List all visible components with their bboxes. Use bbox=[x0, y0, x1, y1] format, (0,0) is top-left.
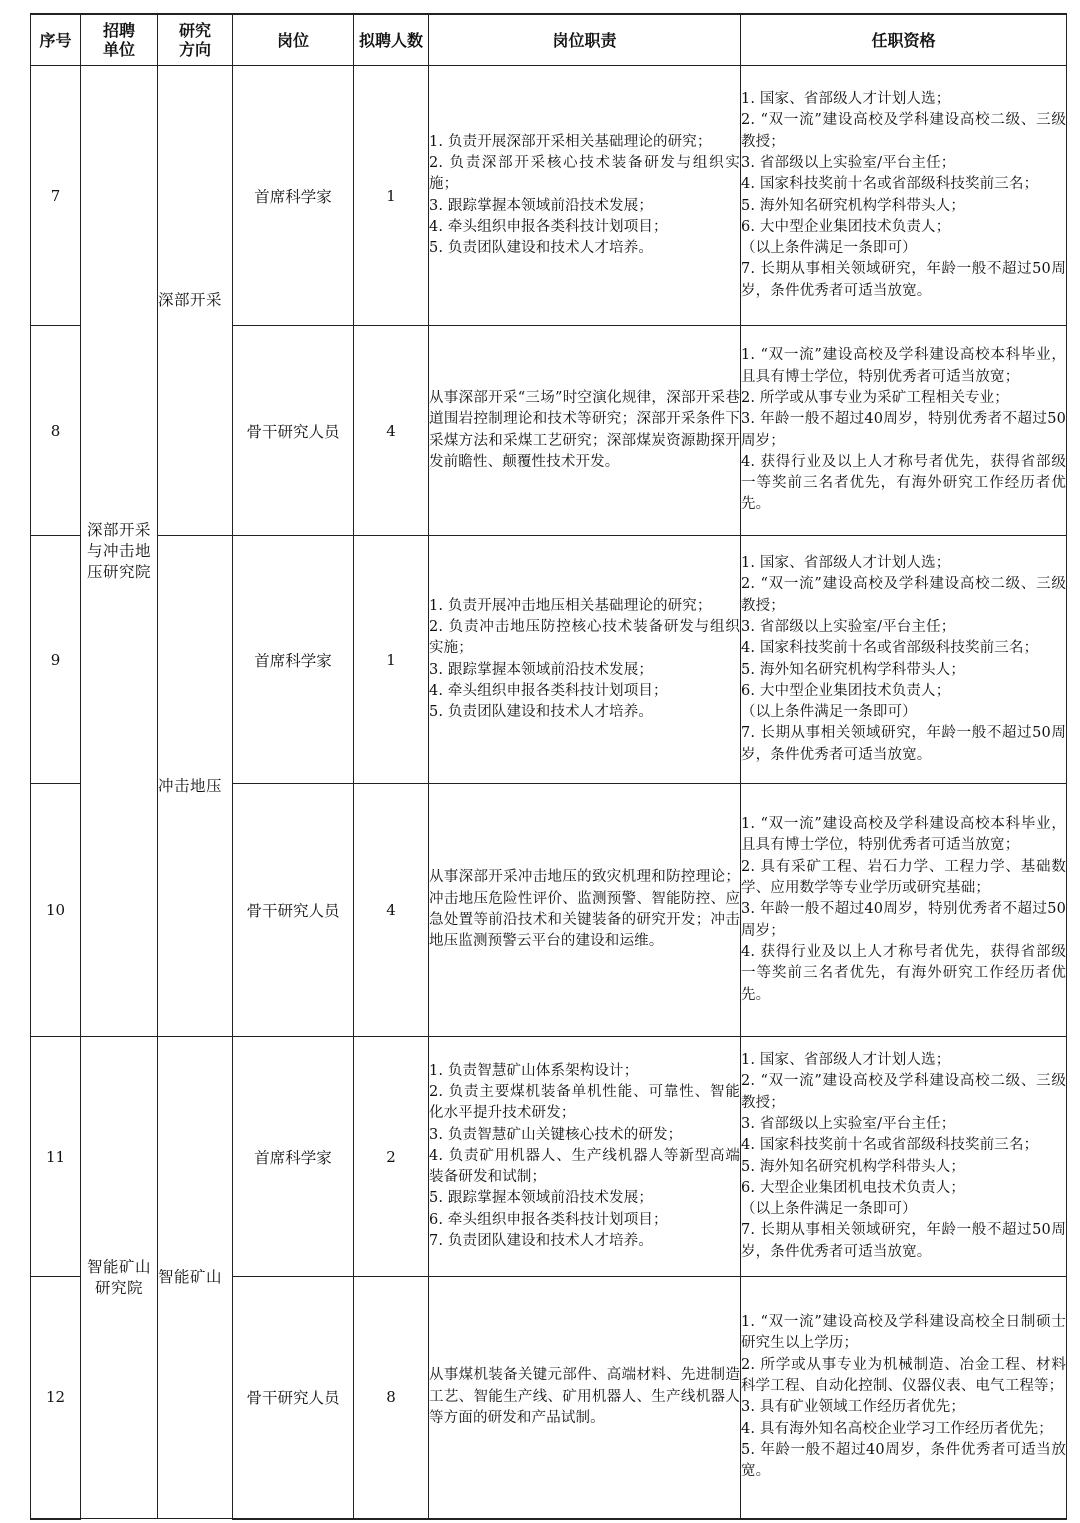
header-duties: 岗位职责 bbox=[429, 14, 741, 66]
post-duties: 1. 负责开展冲击地压相关基础理论的研究； 2. 负责冲击地压防控核心技术装备研发与组织实施； 3. 跟踪掌握本领域前沿技术发展； 4. 牵头组织申报各类科技计划项目； 5. 负责团队建设和技术人才培养。 bbox=[429, 536, 741, 784]
post-qualifications: 1. 国家、省部级人才计划人选； 2. “双一流”建设高校及学科建设高校二级、三级教授； 3. 省部级以上实验室/平台主任； 4. 国家科技奖前十名或省部级科技奖前三名； 5. 海外知名研究机构学科带头人； 6. 大中型企业集团技术负责人； （以上条件满足一条即可） 7. 长期从事相关领域研究，年龄一般不超过50周岁，条件优秀者可适当放宽。 bbox=[741, 536, 1067, 784]
hire-count: 1 bbox=[354, 536, 429, 784]
table-row bbox=[31, 536, 1067, 784]
row-number: 7 bbox=[31, 66, 81, 326]
hire-count: 4 bbox=[354, 326, 429, 536]
hire-count: 8 bbox=[354, 1277, 429, 1519]
recruitment-table bbox=[30, 13, 1067, 1520]
post-qualifications: 1. “双一流”建设高校及学科建设高校本科毕业，且具有博士学位，特别优秀者可适当放宽； 2. 所学或从事专业为采矿工程相关专业； 3. 年龄一般不超过40周岁，特别优秀者不超过50周岁； 4. 获得行业及以上人才称号者优先，获得省部级一等奖前三名者优先，有海外研究工作经历者优先。 bbox=[741, 326, 1067, 536]
header-no: 序号 bbox=[31, 14, 81, 66]
post-duties: 1. 负责智慧矿山体系架构设计； 2. 负责主要煤机装备单机性能、可靠性、智能化水平提升技术研发； 3. 负责智慧矿山关键核心技术的研发； 4. 负责矿用机器人、生产线机器人等新型高端装备研发和试制； 5. 跟踪掌握本领域前沿技术发展； 6. 牵头组织申报各类科技计划项目； 7. 负责团队建设和技术人才培养。 bbox=[429, 1037, 741, 1277]
post-duties: 从事深部开采“三场”时空演化规律，深部开采巷道围岩控制理论和技术等研究；深部开采条件下采煤方法和采煤工艺研究；深部煤炭资源勘探开发前瞻性、颠覆性技术开发。 bbox=[429, 326, 741, 536]
row-number: 9 bbox=[31, 536, 81, 784]
recruitment-table-sheet bbox=[30, 13, 1067, 1520]
post-qualifications: 1. 国家、省部级人才计划人选； 2. “双一流”建设高校及学科建设高校二级、三级教授； 3. 省部级以上实验室/平台主任； 4. 国家科技奖前十名或省部级科技奖前三名； 5. 海外知名研究机构学科带头人； 6. 大型企业集团机电技术负责人； （以上条件满足一条即可） 7. 长期从事相关领域研究，年龄一般不超过50周岁，条件优秀者可适当放宽。 bbox=[741, 1037, 1067, 1277]
post-title: 首席科学家 bbox=[233, 1037, 354, 1277]
hire-count: 1 bbox=[354, 66, 429, 326]
post-title: 首席科学家 bbox=[233, 536, 354, 784]
table-header-row bbox=[31, 14, 1067, 66]
unit-smart-mine-institute: 智能矿山 研究院 bbox=[81, 1037, 158, 1519]
hire-count: 2 bbox=[354, 1037, 429, 1277]
post-duties: 从事深部开采冲击地压的致灾机理和防控理论；冲击地压危险性评价、监测预警、智能防控、应急处置等前沿技术和关键装备的研究开发；冲击地压监测预警云平台的建设和运维。 bbox=[429, 784, 741, 1037]
direction-smart-mine: 智能矿山 bbox=[158, 1037, 233, 1519]
header-unit: 招聘 单位 bbox=[81, 14, 158, 66]
row-number: 11 bbox=[31, 1037, 81, 1277]
row-number: 8 bbox=[31, 326, 81, 536]
table-row bbox=[31, 66, 1067, 326]
post-qualifications: 1. “双一流”建设高校及学科建设高校全日制硕士研究生以上学历； 2. 所学或从事专业为机械制造、冶金工程、材料科学工程、自动化控制、仪器仪表、电气工程等； 3. 具有矿业领域工作经历者优先； 4. 具有海外知名高校企业学习工作经历者优先； 5. 年龄一般不超过40周岁，条件优秀者可适当放宽。 bbox=[741, 1277, 1067, 1519]
post-duties: 从事煤机装备关键元部件、高端材料、先进制造工艺、智能生产线、矿用机器人、生产线机器人等方面的研发和产品试制。 bbox=[429, 1277, 741, 1519]
post-title: 骨干研究人员 bbox=[233, 784, 354, 1037]
direction-deep-mining: 深部开采 bbox=[158, 66, 233, 536]
post-duties: 1. 负责开展深部开采相关基础理论的研究； 2. 负责深部开采核心技术装备研发与组织实施； 3. 跟踪掌握本领域前沿技术发展； 4. 牵头组织申报各类科技计划项目； 5. 负责团队建设和技术人才培养。 bbox=[429, 66, 741, 326]
post-title: 骨干研究人员 bbox=[233, 326, 354, 536]
header-count: 拟聘人数 bbox=[354, 14, 429, 66]
post-title: 首席科学家 bbox=[233, 66, 354, 326]
direction-rockburst: 冲击地压 bbox=[158, 536, 233, 1037]
table-row bbox=[31, 1037, 1067, 1277]
post-title: 骨干研究人员 bbox=[233, 1277, 354, 1519]
header-direction: 研究 方向 bbox=[158, 14, 233, 66]
header-post: 岗位 bbox=[233, 14, 354, 66]
header-qualifications: 任职资格 bbox=[741, 14, 1067, 66]
post-qualifications: 1. 国家、省部级人才计划人选； 2. “双一流”建设高校及学科建设高校二级、三级教授； 3. 省部级以上实验室/平台主任； 4. 国家科技奖前十名或省部级科技奖前三名； 5. 海外知名研究机构学科带头人； 6. 大中型企业集团技术负责人； （以上条件满足一条即可） 7. 长期从事相关领域研究，年龄一般不超过50周岁，条件优秀者可适当放宽。 bbox=[741, 66, 1067, 326]
row-number: 10 bbox=[31, 784, 81, 1037]
hire-count: 4 bbox=[354, 784, 429, 1037]
post-qualifications: 1. “双一流”建设高校及学科建设高校本科毕业，且具有博士学位，特别优秀者可适当放宽； 2. 具有采矿工程、岩石力学、工程力学、基础数学、应用数学等专业学历或研究基础； 3. 年龄一般不超过40周岁，特别优秀者不超过50周岁； 4. 获得行业及以上人才称号者优先，获得省部级一等奖前三名者优先，有海外研究工作经历者优先。 bbox=[741, 784, 1067, 1037]
row-number: 12 bbox=[31, 1277, 81, 1519]
unit-deep-mining-rockburst-institute: 深部开采 与冲击地 压研究院 bbox=[81, 66, 158, 1037]
